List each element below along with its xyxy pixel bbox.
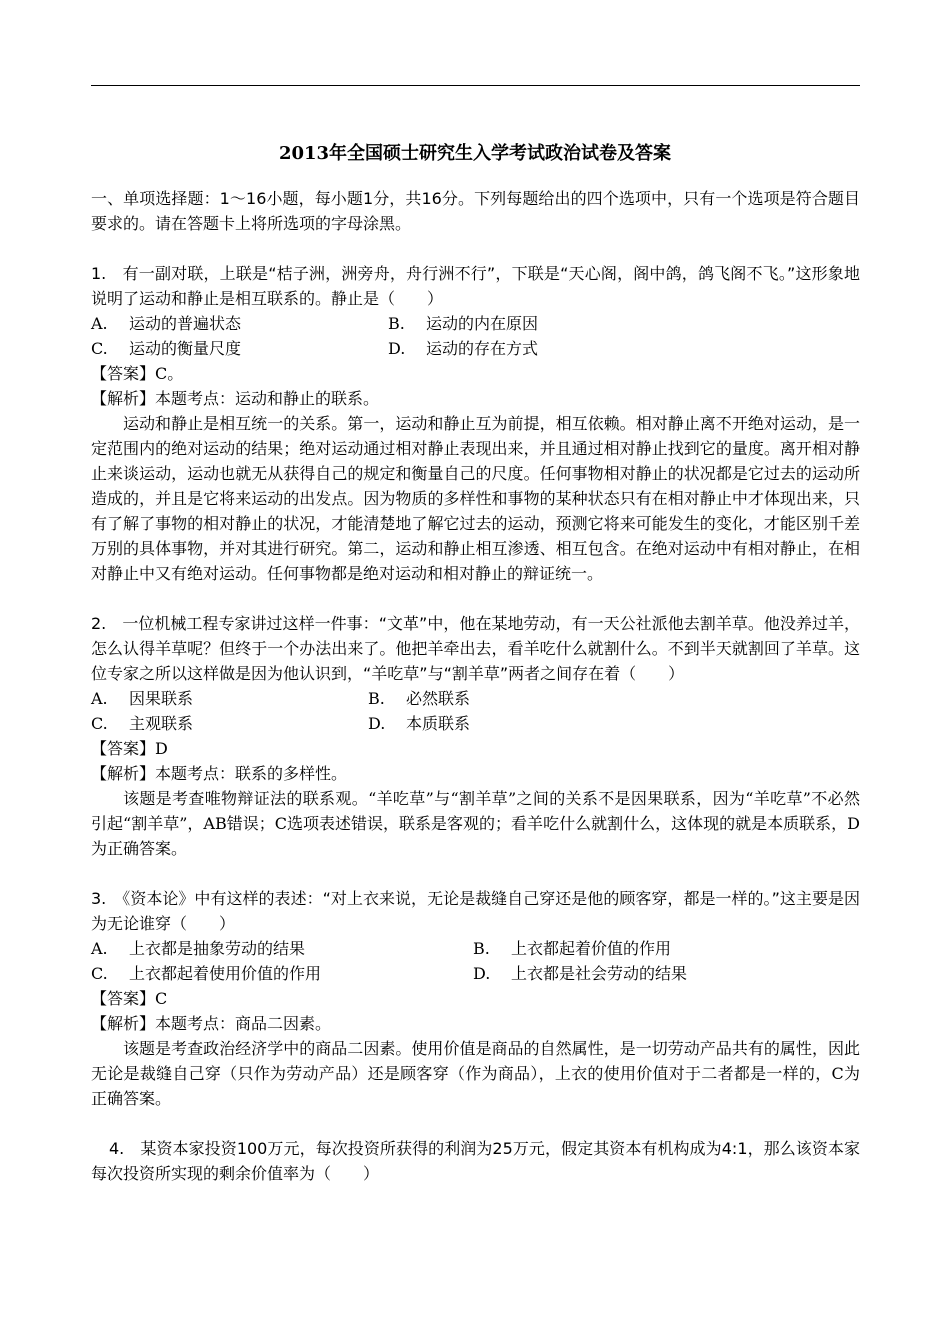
- question-3-options-row-2: [91, 961, 860, 986]
- question-1-option-a: A. 运动的普遍状态: [91, 314, 242, 333]
- question-1-analysis-head: 【解析】本题考点：运动和静止的联系。: [91, 389, 380, 408]
- header-rule: [91, 85, 860, 86]
- question-1-option-d: D. 运动的存在方式: [388, 339, 539, 358]
- question-3-answer: 【答案】C: [91, 989, 168, 1008]
- question-1-option-b: B. 运动的内在原因: [388, 314, 539, 333]
- question-3-stem: 3. 《资本论》中有这样的表述：“对上衣来说，无论是裁缝自己穿还是他的顾客穿，都是一样的。”这主要是因为无论谁穿（ ）: [91, 889, 860, 933]
- question-2: [91, 611, 860, 861]
- question-2-analysis-body: 该题是考查唯物辩证法的联系观。“羊吃草”与“割羊草”之间的关系不是因果联系，因为“羊吃草”不必然引起“割羊草”，AB错误；C选项表述错误，联系是客观的；看羊吃什么就割什么，这体现的就是本质联系，D为正确答案。: [91, 789, 860, 858]
- question-3-option-c: C. 上衣都起着使用价值的作用: [91, 964, 322, 983]
- question-1-option-c: C. 运动的衡量尺度: [91, 339, 242, 358]
- question-2-option-c: C. 主观联系: [91, 714, 194, 733]
- question-1-options-row-1: [91, 311, 860, 336]
- question-2-option-b: B. 必然联系: [368, 689, 471, 708]
- section-intro: 一、单项选择题：1～16小题，每小题1分，共16分。下列每题给出的四个选项中，只有一个选项是符合题目要求的。请在答题卡上将所选项的字母涂黑。: [91, 189, 860, 233]
- question-3-options-row-1: [91, 936, 860, 961]
- question-3-option-b: B. 上衣都起着价值的作用: [473, 939, 672, 958]
- question-1-answer: 【答案】C。: [91, 364, 184, 383]
- question-1-options-row-2: [91, 336, 860, 361]
- question-1: [91, 261, 860, 586]
- question-2-option-a: A. 因果联系: [91, 689, 194, 708]
- question-2-answer: 【答案】D: [91, 739, 168, 758]
- question-3-option-d: D. 上衣都是社会劳动的结果: [473, 964, 688, 983]
- question-1-stem: 1. 有一副对联，上联是“桔子洲，洲旁舟，舟行洲不行”，下联是“天心阁，阁中鸽，鸽飞阁不飞。”这形象地说明了运动和静止是相互联系的。静止是（ ）: [91, 264, 860, 308]
- question-2-options-row-2: [91, 711, 860, 736]
- question-3-analysis-body: 该题是考查政治经济学中的商品二因素。使用价值是商品的自然属性，是一切劳动产品共有的属性，因此无论是裁缝自己穿（只作为劳动产品）还是顾客穿（作为商品），上衣的使用价值对于二者都是一样的，C为正确答案。: [91, 1039, 860, 1108]
- question-2-analysis-head: 【解析】本题考点：联系的多样性。: [91, 764, 348, 783]
- question-4: [91, 1136, 860, 1186]
- document-title: 2013年全国硕士研究生入学考试政治试卷及答案: [278, 143, 672, 164]
- question-3-analysis-head: 【解析】本题考点：商品二因素。: [91, 1014, 332, 1033]
- question-3: [91, 886, 860, 1111]
- document-body: [91, 186, 860, 1186]
- question-2-option-d: D. 本质联系: [368, 714, 471, 733]
- question-1-analysis-body: 运动和静止是相互统一的关系。第一，运动和静止互为前提，相互依赖。相对静止离不开绝对运动，是一定范围内的绝对运动的结果；绝对运动通过相对静止表现出来，并且通过相对静止找到它的量度。离开相对静止来谈运动，运动也就无从获得自己的规定和衡量自己的尺度。任何事物相对静止的状况都是它过去的运动所造成的，并且是它将来运动的出发点。因为物质的多样性和事物的某种状态只有在相对静止中才体现出来，只有了解了事物的相对静止的状况，才能清楚地了解它过去的运动，预测它将来可能发生的变化，才能区别千差万别的具体事物，并对其进行研究。第二，运动和静止相互渗透、相互包含。在绝对运动中有相对静止，在相对静止中又有绝对运动。任何事物都是绝对运动和相对静止的辩证统一。: [91, 414, 860, 583]
- question-4-stem: 4. 某资本家投资100万元，每次投资所获得的利润为25万元，假定其资本有机构成为4:1，那么该资本家每次投资所实现的剩余价值率为（ ）: [91, 1139, 860, 1183]
- question-2-stem: 2. 一位机械工程专家讲过这样一件事：“文革”中，他在某地劳动，有一天公社派他去割羊草。他没养过羊，怎么认得羊草呢？但终于一个办法出来了。他把羊牵出去，看羊吃什么就割什么。不到半天就割回了羊草。这位专家之所以这样做是因为他认识到，“羊吃草”与“割羊草”两者之间存在着（ ）: [91, 614, 860, 683]
- question-3-option-a: A. 上衣都是抽象劳动的结果: [91, 939, 306, 958]
- question-2-options-row-1: [91, 686, 860, 711]
